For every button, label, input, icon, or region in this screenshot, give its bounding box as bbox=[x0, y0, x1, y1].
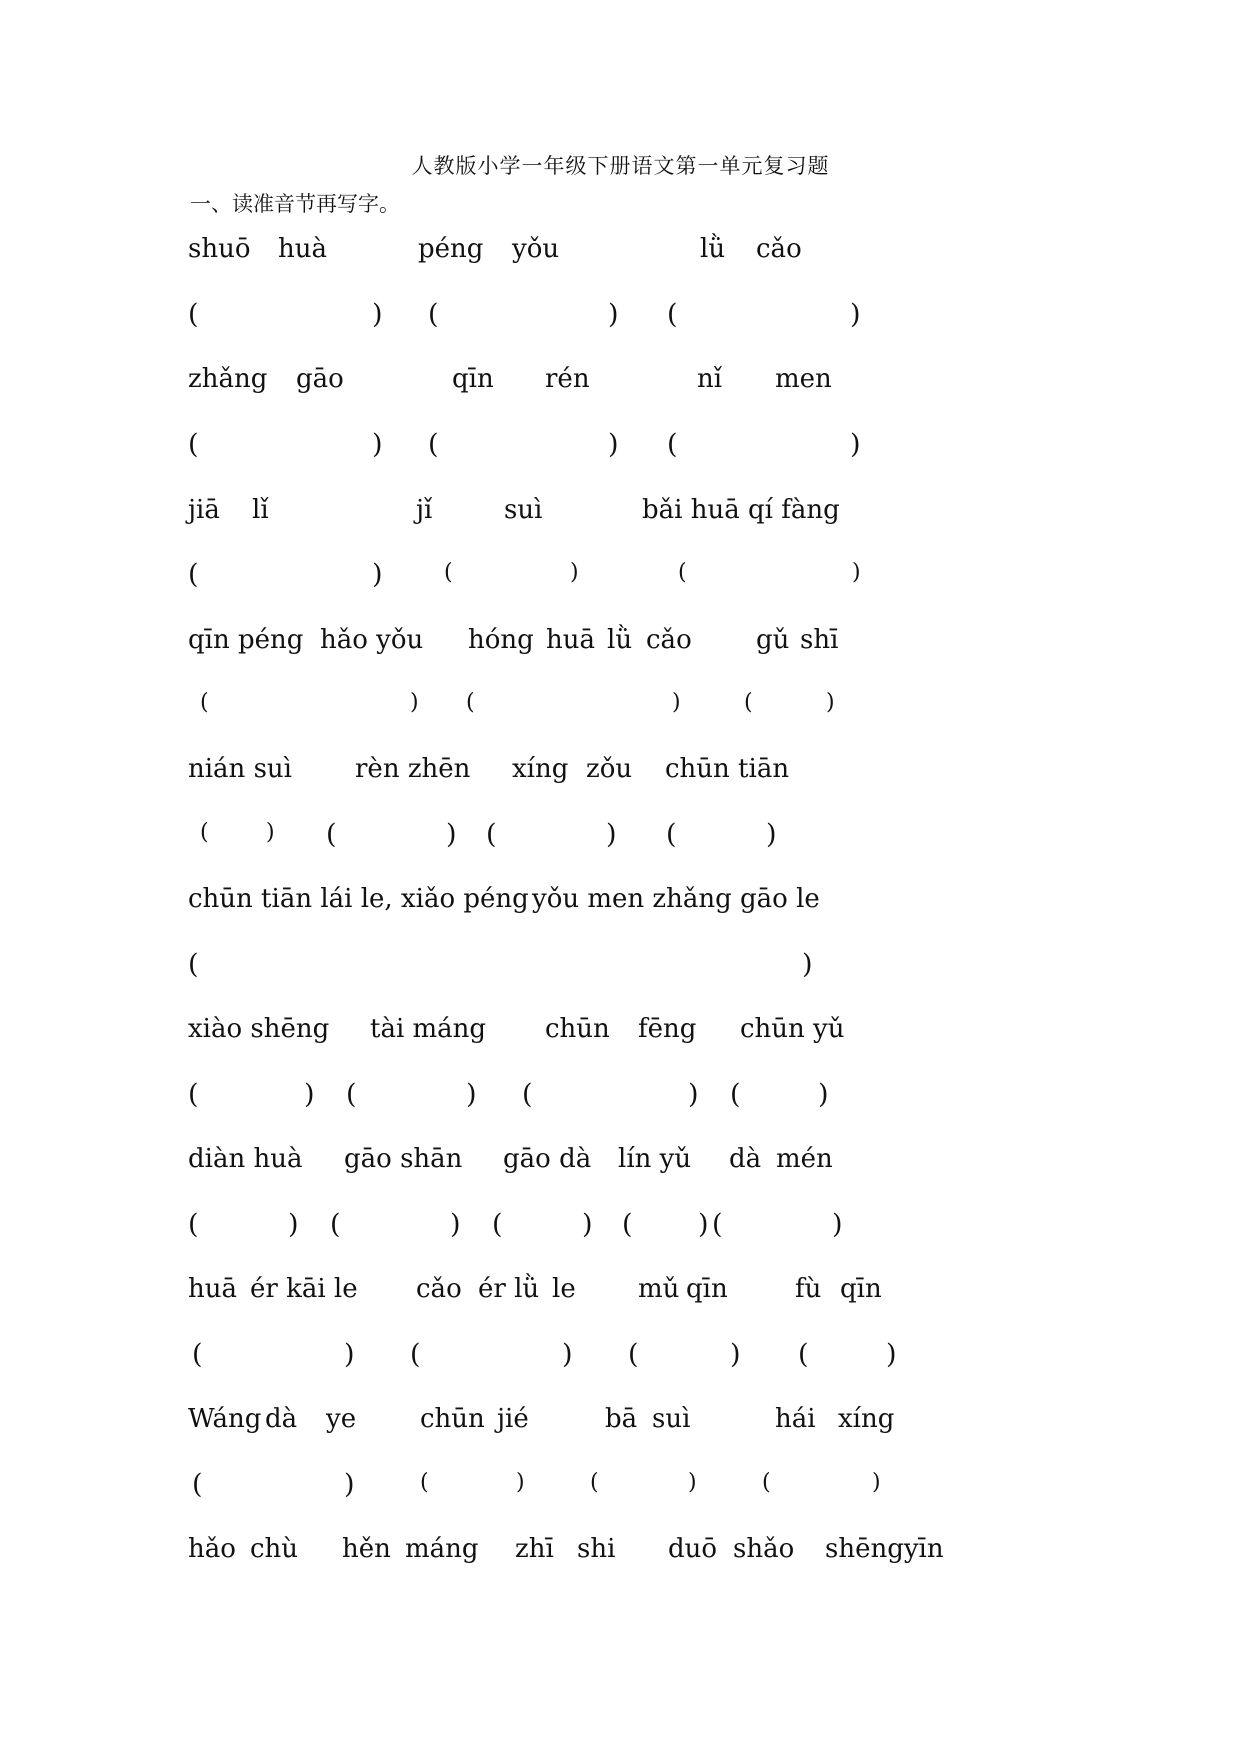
pinyin-word: Wáng bbox=[188, 1404, 262, 1434]
pinyin-word: nǐ bbox=[697, 364, 723, 394]
pinyin-word: chūn tiān bbox=[665, 754, 790, 784]
answer-close-bracket: ) bbox=[344, 1339, 355, 1370]
answer-open-bracket: ( bbox=[762, 1470, 771, 1495]
answer-close-bracket: ) bbox=[688, 1079, 699, 1110]
answer-close-bracket: ) bbox=[872, 1470, 881, 1495]
pinyin-word: zǒu bbox=[586, 754, 633, 784]
pinyin-word: tài máng bbox=[370, 1014, 487, 1044]
answer-close-bracket: ) bbox=[698, 1209, 709, 1240]
answer-open-bracket: ( bbox=[522, 1079, 533, 1110]
pinyin-word: cǎo bbox=[416, 1274, 462, 1304]
answer-close-bracket: ) bbox=[608, 429, 619, 460]
pinyin-word: péng bbox=[418, 234, 484, 264]
pinyin-word: lǜ bbox=[607, 625, 633, 655]
answer-close-bracket: ) bbox=[344, 1469, 355, 1500]
answer-close-bracket: ) bbox=[570, 560, 579, 585]
answer-open-bracket: ( bbox=[428, 429, 439, 460]
answer-close-bracket: ) bbox=[852, 560, 861, 585]
answer-open-bracket: ( bbox=[798, 1339, 809, 1370]
pinyin-word: nián suì bbox=[188, 754, 292, 784]
answer-open-bracket: ( bbox=[628, 1339, 639, 1370]
answer-close-bracket: ) bbox=[850, 429, 861, 460]
answer-close-bracket: ) bbox=[802, 949, 813, 980]
answer-open-bracket: ( bbox=[466, 690, 475, 715]
answer-open-bracket: ( bbox=[486, 819, 497, 850]
pinyin-word: xiào shēng bbox=[188, 1014, 330, 1044]
answer-close-bracket: ) bbox=[826, 690, 835, 715]
pinyin-word: hǎo yǒu bbox=[320, 625, 424, 655]
pinyin-word: qīn bbox=[840, 1274, 882, 1304]
pinyin-word: ye bbox=[326, 1404, 357, 1434]
answer-close-bracket: ) bbox=[832, 1209, 843, 1240]
answer-close-bracket: ) bbox=[288, 1209, 299, 1240]
answer-open-bracket: ( bbox=[326, 819, 337, 850]
answer-close-bracket: ) bbox=[266, 820, 275, 845]
pinyin-word: le bbox=[552, 1274, 576, 1304]
answer-close-bracket: ) bbox=[562, 1339, 573, 1370]
pinyin-word: lǐ bbox=[252, 495, 269, 525]
pinyin-word: jiā bbox=[188, 495, 220, 525]
pinyin-word: diàn huà bbox=[188, 1144, 303, 1174]
answer-open-bracket: ( bbox=[744, 690, 753, 715]
pinyin-word: qīn péng bbox=[188, 625, 304, 655]
answer-close-bracket: ) bbox=[516, 1470, 525, 1495]
answer-close-bracket: ) bbox=[446, 819, 457, 850]
answer-close-bracket: ) bbox=[608, 299, 619, 330]
pinyin-word: bā bbox=[605, 1404, 638, 1434]
answer-open-bracket: ( bbox=[188, 949, 199, 980]
pinyin-word: fù bbox=[795, 1274, 822, 1304]
pinyin-word: gǔ bbox=[756, 625, 790, 655]
pinyin-word: fēng bbox=[638, 1014, 697, 1044]
pinyin-word: zhǎng bbox=[188, 364, 268, 394]
section-heading: 一、读准音节再写字。 bbox=[190, 192, 400, 216]
pinyin-word: ér lǜ bbox=[478, 1274, 540, 1304]
pinyin-word: dà bbox=[265, 1404, 298, 1434]
answer-close-bracket: ) bbox=[466, 1079, 477, 1110]
answer-open-bracket: ( bbox=[330, 1209, 341, 1240]
answer-close-bracket: ) bbox=[372, 299, 383, 330]
pinyin-word: qīn bbox=[452, 364, 494, 394]
pinyin-word: chūn yǔ bbox=[740, 1014, 845, 1044]
pinyin-word: cǎo bbox=[646, 625, 692, 655]
pinyin-word: xíng bbox=[838, 1404, 895, 1434]
answer-close-bracket: ) bbox=[886, 1339, 897, 1370]
answer-open-bracket: ( bbox=[200, 690, 209, 715]
pinyin-word: shuō bbox=[188, 234, 251, 264]
pinyin-word: yǒu men zhǎng bbox=[532, 884, 732, 914]
pinyin-word: hěn bbox=[342, 1534, 391, 1564]
pinyin-word: shī bbox=[800, 625, 839, 655]
pinyin-word: shēngyīn bbox=[825, 1534, 944, 1564]
pinyin-word: chūn bbox=[420, 1404, 485, 1434]
pinyin-word: gāo bbox=[296, 364, 344, 394]
pinyin-word: rén bbox=[545, 364, 590, 394]
pinyin-word: lǜ bbox=[700, 234, 726, 264]
pinyin-word: chù bbox=[250, 1534, 299, 1564]
pinyin-word: gāo shān bbox=[344, 1144, 463, 1174]
answer-open-bracket: ( bbox=[666, 819, 677, 850]
pinyin-word: suì bbox=[652, 1404, 691, 1434]
answer-open-bracket: ( bbox=[678, 560, 687, 585]
pinyin-word: jǐ bbox=[416, 495, 433, 525]
pinyin-word: shǎo bbox=[733, 1534, 795, 1564]
pinyin-word: ér kāi le bbox=[250, 1274, 358, 1304]
answer-open-bracket: ( bbox=[200, 820, 209, 845]
answer-open-bracket: ( bbox=[188, 1209, 199, 1240]
answer-open-bracket: ( bbox=[192, 1469, 203, 1500]
answer-open-bracket: ( bbox=[622, 1209, 633, 1240]
pinyin-word: jié bbox=[497, 1404, 529, 1434]
answer-close-bracket: ) bbox=[730, 1339, 741, 1370]
pinyin-word: duō bbox=[668, 1534, 718, 1564]
pinyin-word: men bbox=[775, 364, 832, 394]
pinyin-word: bǎi huā qí fàng bbox=[642, 495, 840, 525]
pinyin-word: chūn tiān lái le, xiǎo péng bbox=[188, 884, 529, 914]
answer-open-bracket: ( bbox=[188, 1079, 199, 1110]
pinyin-word: shi bbox=[577, 1534, 616, 1564]
answer-open-bracket: ( bbox=[188, 429, 199, 460]
answer-open-bracket: ( bbox=[444, 560, 453, 585]
answer-close-bracket: ) bbox=[410, 690, 419, 715]
answer-open-bracket: ( bbox=[188, 559, 199, 590]
answer-open-bracket: ( bbox=[712, 1209, 723, 1240]
answer-open-bracket: ( bbox=[420, 1470, 429, 1495]
answer-close-bracket: ) bbox=[372, 429, 383, 460]
answer-close-bracket: ) bbox=[688, 1470, 697, 1495]
pinyin-word: gāo dà bbox=[503, 1144, 592, 1174]
pinyin-word: dà bbox=[729, 1144, 762, 1174]
pinyin-word: máng bbox=[405, 1534, 479, 1564]
page-title: 人教版小学一年级下册语文第一单元复习题 bbox=[411, 154, 830, 178]
answer-close-bracket: ) bbox=[582, 1209, 593, 1240]
pinyin-word: chūn bbox=[545, 1014, 610, 1044]
answer-close-bracket: ) bbox=[450, 1209, 461, 1240]
pinyin-word: huā bbox=[546, 625, 595, 655]
answer-close-bracket: ) bbox=[672, 690, 681, 715]
pinyin-word: yǒu bbox=[512, 234, 560, 264]
answer-open-bracket: ( bbox=[188, 299, 199, 330]
pinyin-word: qīn bbox=[686, 1274, 728, 1304]
pinyin-word: huā bbox=[188, 1274, 237, 1304]
pinyin-word: rèn zhēn bbox=[355, 754, 471, 784]
pinyin-word: cǎo bbox=[756, 234, 802, 264]
answer-open-bracket: ( bbox=[730, 1079, 741, 1110]
answer-open-bracket: ( bbox=[192, 1339, 203, 1370]
answer-close-bracket: ) bbox=[766, 819, 777, 850]
answer-close-bracket: ) bbox=[850, 299, 861, 330]
pinyin-word: hái bbox=[775, 1404, 816, 1434]
pinyin-word: gāo le bbox=[740, 884, 820, 914]
pinyin-word: xíng bbox=[512, 754, 569, 784]
pinyin-word: mǔ bbox=[638, 1274, 680, 1304]
pinyin-word: zhī bbox=[515, 1534, 554, 1564]
pinyin-word: hǎo bbox=[188, 1534, 236, 1564]
answer-close-bracket: ) bbox=[818, 1079, 829, 1110]
answer-close-bracket: ) bbox=[606, 819, 617, 850]
answer-open-bracket: ( bbox=[667, 299, 678, 330]
answer-open-bracket: ( bbox=[667, 429, 678, 460]
answer-open-bracket: ( bbox=[590, 1470, 599, 1495]
answer-close-bracket: ) bbox=[372, 559, 383, 590]
answer-close-bracket: ) bbox=[304, 1079, 315, 1110]
answer-open-bracket: ( bbox=[410, 1339, 421, 1370]
pinyin-word: suì bbox=[504, 495, 543, 525]
pinyin-word: hóng bbox=[468, 625, 534, 655]
answer-open-bracket: ( bbox=[428, 299, 439, 330]
pinyin-word: huà bbox=[278, 234, 327, 264]
pinyin-word: mén bbox=[776, 1144, 833, 1174]
pinyin-word: lín yǔ bbox=[618, 1144, 692, 1174]
answer-open-bracket: ( bbox=[346, 1079, 357, 1110]
answer-open-bracket: ( bbox=[492, 1209, 503, 1240]
